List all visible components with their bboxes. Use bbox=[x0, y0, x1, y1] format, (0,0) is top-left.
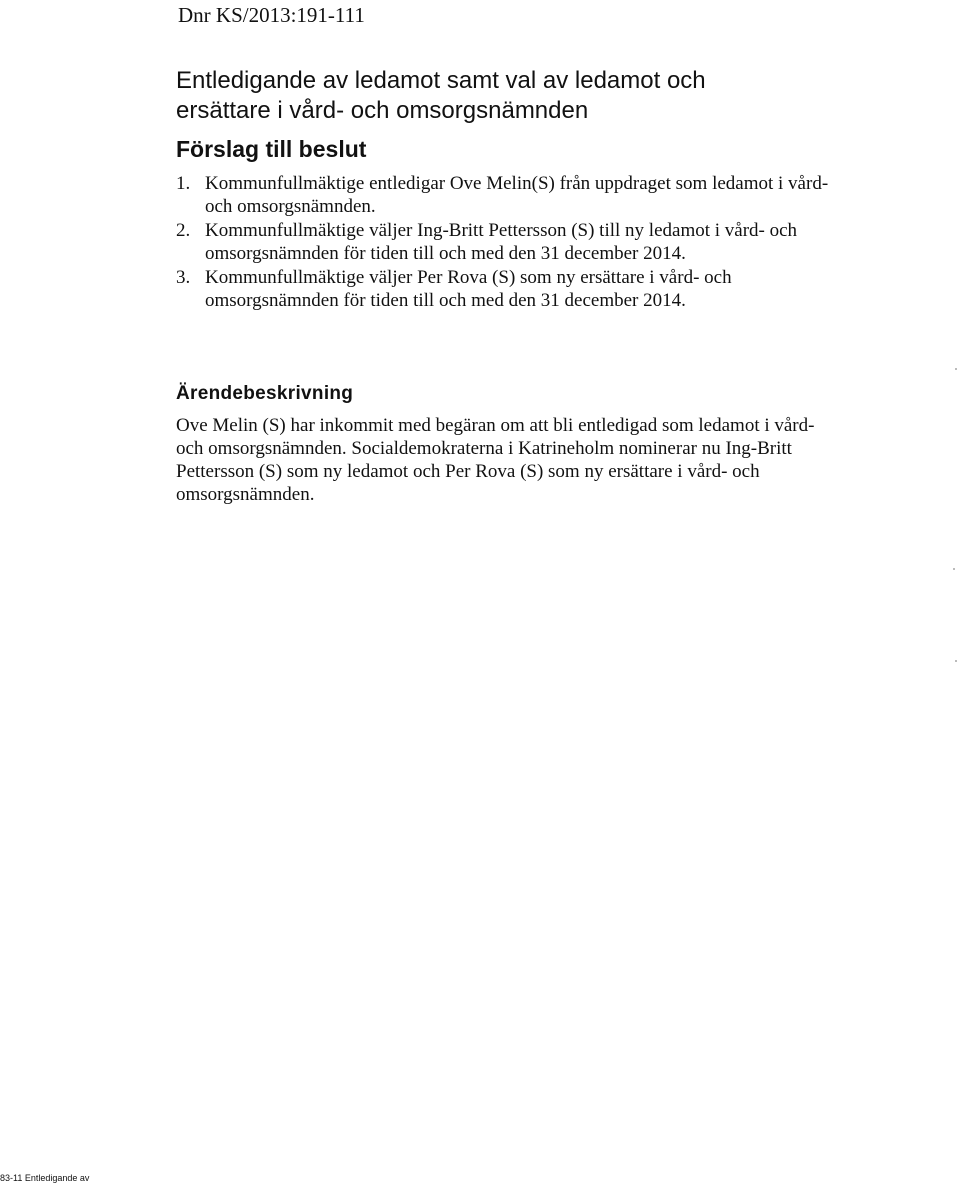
scan-speck bbox=[955, 368, 957, 370]
item-text-line: omsorgsnämnden för tiden till och med den 31 december 2014. bbox=[205, 243, 686, 264]
paragraph-line: Ove Melin (S) har inkommit med begäran om att bli entledigad som ledamot i vård- bbox=[176, 415, 815, 436]
item-text-line: Kommunfullmäktige entledigar Ove Melin(S) från uppdraget som ledamot i vård- bbox=[205, 173, 829, 194]
scan-speck bbox=[955, 660, 957, 662]
decision-item bbox=[176, 172, 896, 218]
decision-list bbox=[176, 172, 896, 313]
item-number: 1. bbox=[176, 173, 191, 194]
paragraph-line: omsorgsnämnden. bbox=[176, 484, 315, 505]
scan-speck bbox=[953, 568, 955, 570]
case-description-text bbox=[176, 414, 896, 506]
title-line: ersättare i vård- och omsorgsnämnden bbox=[176, 97, 589, 124]
document-title bbox=[176, 66, 916, 126]
decision-item bbox=[176, 266, 896, 312]
item-text-line: och omsorgsnämnden. bbox=[205, 196, 376, 217]
paragraph-line: och omsorgsnämnden. Socialdemokraterna i Katrineholm nominerar nu Ing-Britt bbox=[176, 438, 792, 459]
case-description-heading: Ärendebeskrivning bbox=[176, 383, 354, 404]
item-text-line: Kommunfullmäktige väljer Per Rova (S) som ny ersättare i vård- och bbox=[205, 267, 732, 288]
item-text-line: Kommunfullmäktige väljer Ing-Britt Pettersson (S) till ny ledamot i vård- och bbox=[205, 220, 798, 241]
item-number: 3. bbox=[176, 267, 191, 288]
paragraph-line: Pettersson (S) som ny ledamot och Per Rova (S) som ny ersättare i vård- och bbox=[176, 461, 760, 482]
document-reference-number: Dnr KS/2013:191-111 bbox=[178, 3, 365, 27]
title-line: Entledigande av ledamot samt val av ledamot och bbox=[176, 67, 706, 94]
proposal-heading: Förslag till beslut bbox=[176, 136, 367, 162]
item-text-line: omsorgsnämnden för tiden till och med den 31 december 2014. bbox=[205, 290, 686, 311]
footer-caption: 83-11 Entledigande av bbox=[0, 1173, 90, 1183]
decision-item bbox=[176, 219, 896, 265]
item-number: 2. bbox=[176, 220, 191, 241]
